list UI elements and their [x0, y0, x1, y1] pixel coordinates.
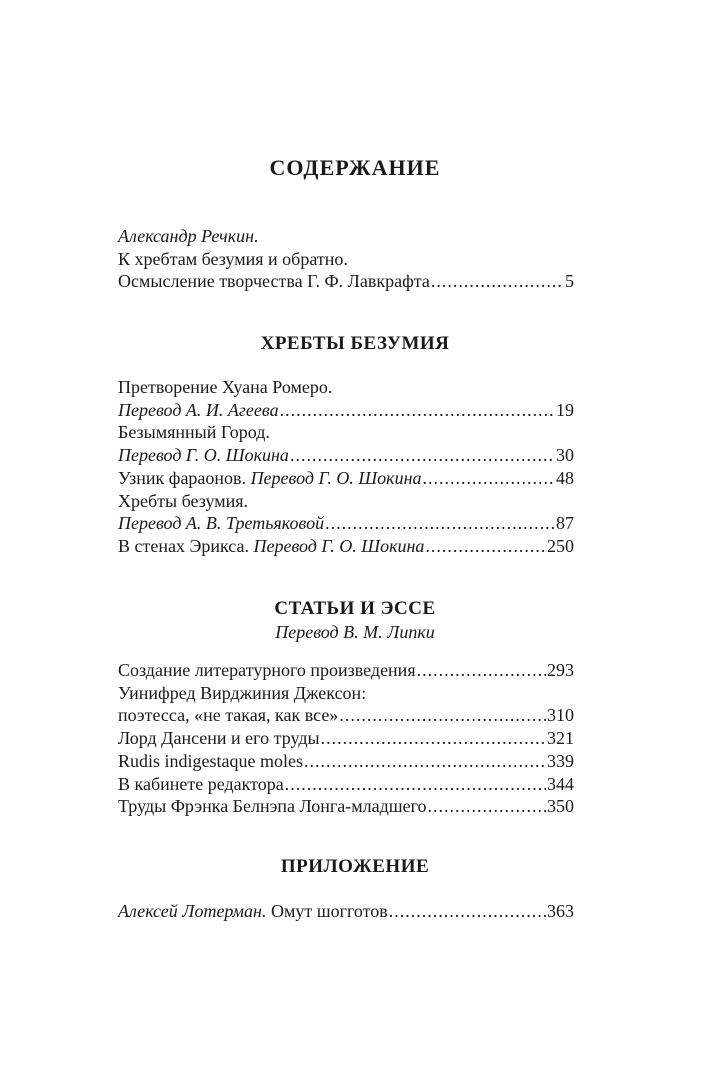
entry-title: Rudis indigestaque moles	[118, 750, 303, 771]
toc-entry[interactable]	[118, 750, 574, 773]
entry-title: поэтесса, «не такая, как все»	[118, 705, 339, 726]
intro-title-line: К хребтам безумия и обратно.	[118, 248, 348, 269]
section-appendix-entries	[118, 900, 574, 923]
toc-entry[interactable]	[118, 773, 574, 796]
section-heading-madness: ХРЕБТЫ БЕЗУМИЯ	[260, 333, 450, 354]
entry-author-title	[118, 900, 388, 923]
dot-leader	[304, 750, 546, 773]
toc-entry[interactable]	[118, 467, 574, 490]
entry-title: В кабинете редактора	[118, 773, 284, 794]
intro-entry	[118, 225, 574, 293]
dot-leader	[425, 535, 546, 558]
entry-title: Осмысление творчества Г. Ф. Лавкрафта	[118, 271, 430, 292]
page-title: СОДЕРЖАНИЕ	[269, 155, 441, 180]
entry-title: Омут шогготов	[270, 901, 388, 921]
page-number: 350	[547, 796, 574, 817]
entry-title: Создание литературного произведения	[118, 660, 416, 680]
entry-translator: Перевод Г. О. Шокина	[118, 445, 289, 466]
toc-entry[interactable]	[118, 399, 574, 422]
page-number: 293	[547, 660, 574, 680]
page-number: 250	[547, 535, 574, 556]
dot-leader	[339, 704, 546, 727]
entry-title-line: Уинифред Вирджиния Джексон:	[118, 682, 367, 703]
page-number: 87	[556, 513, 574, 534]
entry-title: Претворение Хуана Ромеро.	[118, 377, 333, 397]
toc-entry[interactable]	[118, 727, 574, 750]
entry-title: Безымянный Город.	[118, 422, 270, 443]
dot-leader	[280, 399, 555, 422]
section-essays-entries	[118, 659, 574, 818]
intro-author: Александр Речкин.	[118, 226, 259, 246]
entry-translator: Перевод Г. О. Шокина	[253, 535, 425, 556]
section-heading-essays: СТАТЬИ И ЭССЕ	[274, 598, 436, 619]
toc-entry[interactable]	[118, 704, 574, 727]
section-heading-appendix: ПРИЛОЖЕНИЕ	[280, 856, 430, 877]
toc-entry[interactable]	[118, 512, 574, 535]
dot-leader	[431, 270, 564, 293]
dot-leader	[285, 773, 546, 796]
page-number: 310	[547, 705, 574, 726]
toc-entry[interactable]	[118, 535, 574, 558]
entry-title-with-translator	[118, 535, 424, 558]
toc-entry[interactable]	[118, 444, 574, 467]
toc-entry[interactable]	[118, 270, 574, 293]
section-madness-entries	[118, 376, 574, 558]
entry-author: Алексей Лотерман.	[118, 901, 267, 921]
dot-leader	[290, 444, 555, 467]
dot-leader	[325, 512, 555, 535]
dot-leader	[428, 795, 546, 818]
page-number: 363	[547, 901, 574, 921]
toc-entry[interactable]	[118, 900, 574, 923]
entry-translator: Перевод А. В. Третьяковой	[118, 513, 325, 534]
entry-title: Труды Фрэнка Белнэпа Лонга-младшего	[118, 796, 427, 817]
page-number: 5	[565, 271, 574, 292]
entry-translator: Перевод А. И. Агеева	[118, 399, 279, 420]
entry-title: Лорд Дансени и его труды	[118, 728, 320, 749]
page-number: 321	[547, 728, 574, 749]
toc-entry[interactable]	[118, 659, 574, 682]
page-number: 344	[547, 773, 574, 794]
entry-title-with-translator	[118, 467, 422, 490]
entry-title: Узник фараонов.	[118, 467, 247, 488]
section-translator-essays: Перевод В. М. Липки	[275, 622, 435, 642]
dot-leader	[417, 659, 546, 682]
page-number: 30	[556, 445, 574, 466]
dot-leader	[389, 900, 546, 923]
toc-entry[interactable]	[118, 795, 574, 818]
page-number: 339	[547, 750, 574, 771]
entry-title: Хребты безумия.	[118, 490, 249, 511]
entry-title: В стенах Эрикса.	[118, 535, 249, 556]
entry-translator: Перевод Г. О. Шокина	[250, 467, 422, 488]
page-number: 19	[556, 399, 574, 420]
dot-leader	[423, 467, 556, 490]
page-number: 48	[556, 467, 574, 488]
dot-leader	[321, 727, 546, 750]
